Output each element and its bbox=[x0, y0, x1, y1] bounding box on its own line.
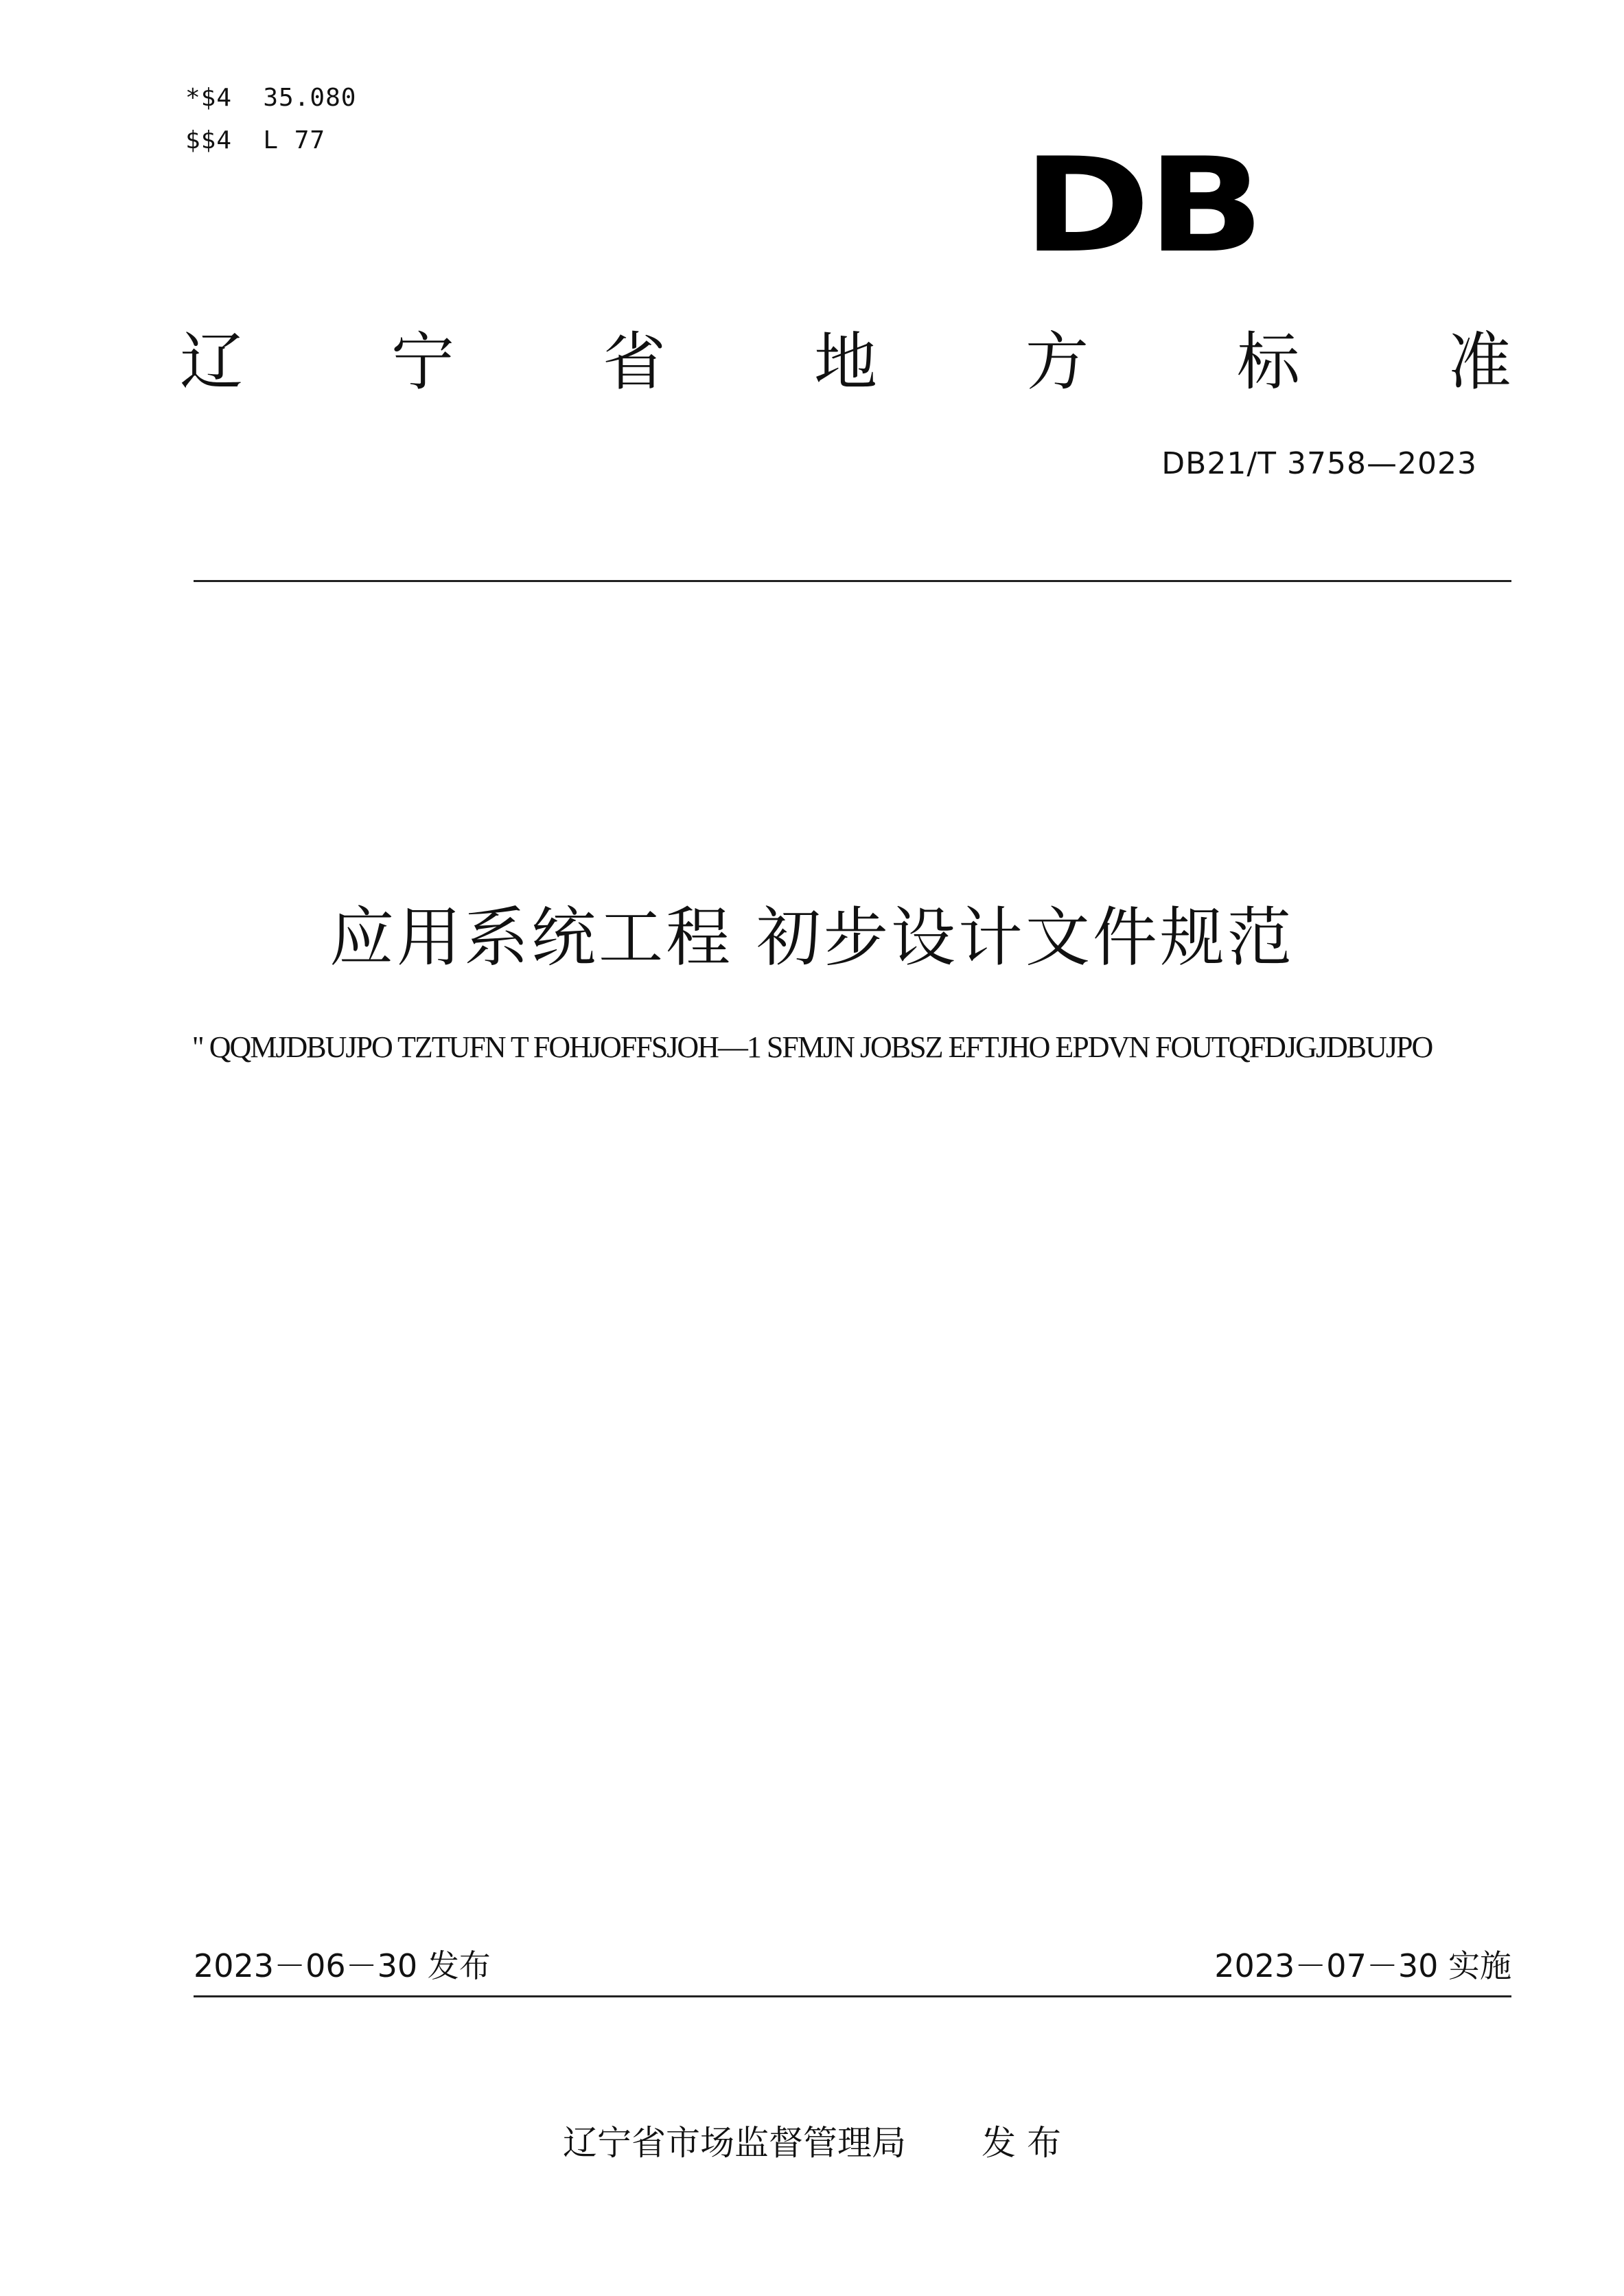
header-divider bbox=[194, 580, 1511, 582]
document-title-english: " QQMJDBUJPO TZTUFN T FOHJOFFSJOH—1 SFMJN JOBSZ EFTJHO EPDVN FOUTQFDJGJDBUJPO bbox=[192, 1030, 1432, 1064]
implementation-date: 2023－07－30 实施 bbox=[1214, 1947, 1511, 1984]
standard-type-char: 标 bbox=[1236, 325, 1300, 399]
standard-type-char: 方 bbox=[1025, 325, 1089, 399]
standard-type-char: 准 bbox=[1448, 325, 1511, 399]
classification-codes bbox=[185, 77, 356, 162]
standard-number: DB21/T 3758—2023 bbox=[1161, 446, 1477, 481]
ccs-code: $$4 L 77 bbox=[185, 126, 326, 154]
standard-type-char: 地 bbox=[813, 325, 877, 399]
standard-type-char: 省 bbox=[602, 325, 666, 399]
ics-code: *$4 35.080 bbox=[185, 84, 357, 112]
footer-divider bbox=[194, 1995, 1511, 1997]
release-date: 2023－06－30 发布 bbox=[194, 1947, 491, 1984]
issuer-organization: 辽宁省市场监督管理局 bbox=[563, 2123, 907, 2163]
db-logo: DB bbox=[1023, 130, 1262, 281]
issuer-line bbox=[0, 2115, 1624, 2165]
document-title-chinese: 应用系统工程 初步设计文件规范 bbox=[329, 901, 1295, 975]
issuer-action: 发 布 bbox=[982, 2123, 1061, 2163]
standard-type-char: 辽 bbox=[180, 325, 244, 399]
standard-type-char: 宁 bbox=[391, 325, 454, 399]
standard-type-heading bbox=[180, 316, 1511, 398]
